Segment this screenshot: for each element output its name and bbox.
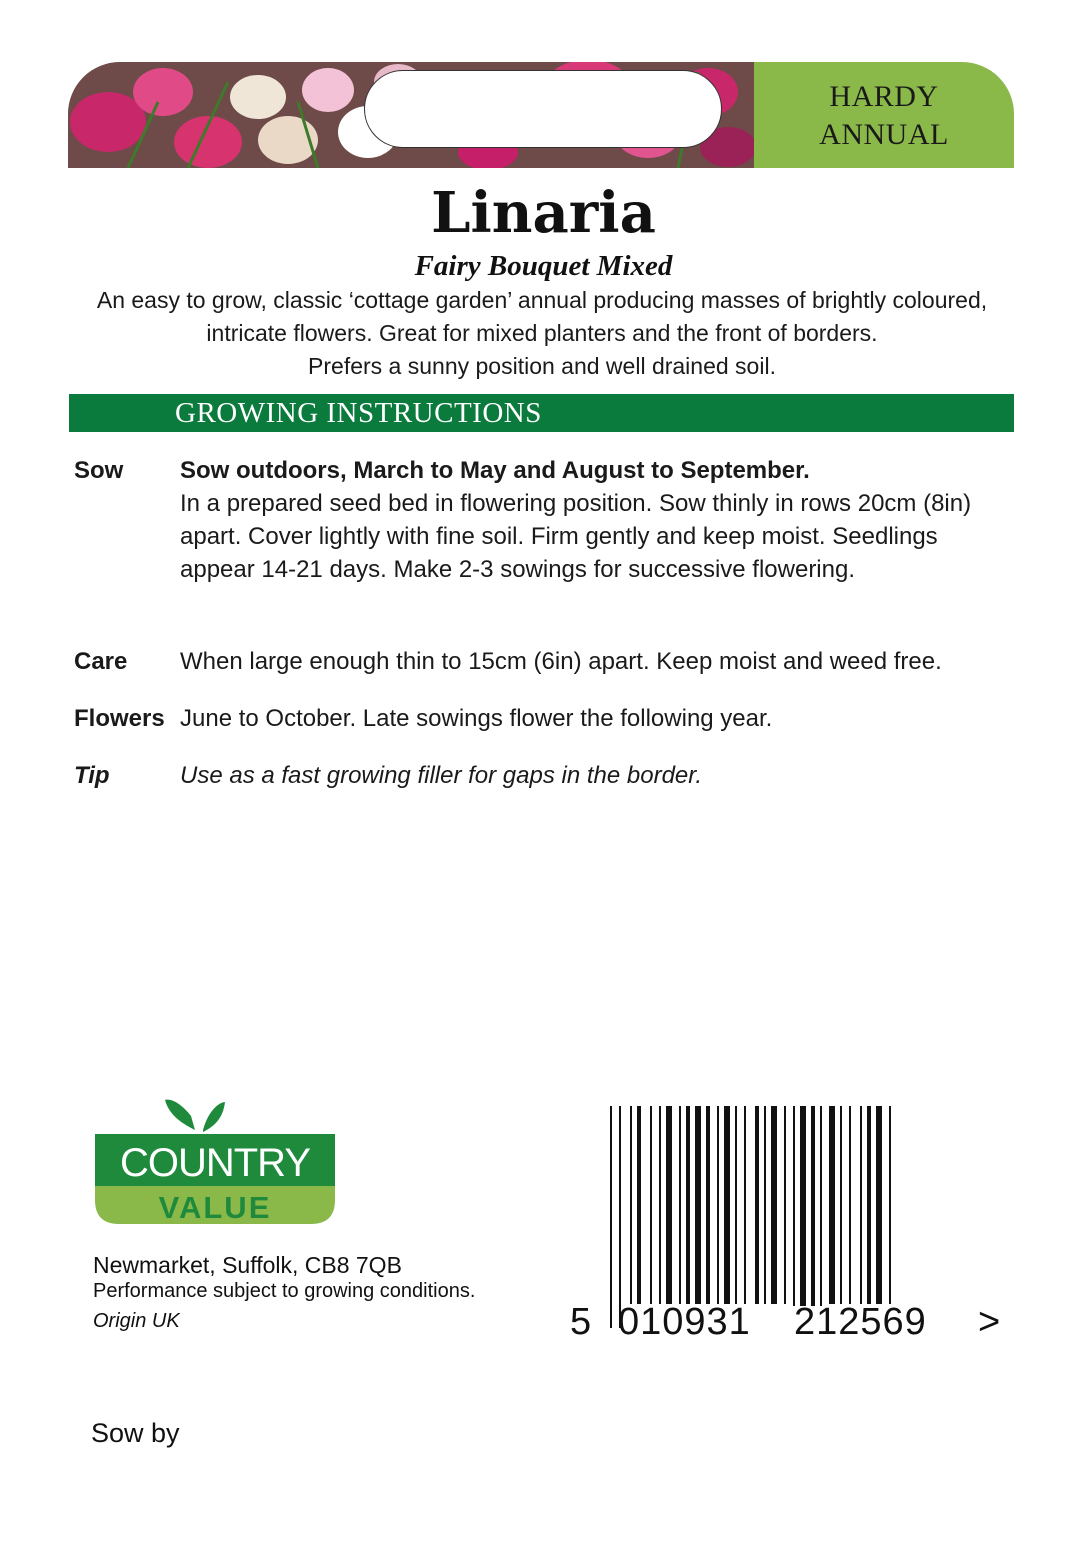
barcode-bar bbox=[793, 1106, 795, 1306]
sow-details: In a prepared seed bed in flowering position. Sow thinly in rows 20cm (8in) apart. Cover lightly with fine soil. Firm gently and keep moist. Seedlings appear 14-21 days. Make 2-3 sowings for successive flowering. bbox=[180, 490, 972, 583]
leaf-icon bbox=[203, 1102, 225, 1132]
barcode-bar bbox=[637, 1106, 641, 1306]
origin-note: Origin UK bbox=[93, 1310, 180, 1332]
description-line-1: An easy to grow, classic ‘cottage garden’ annual producing masses of brightly coloured, bbox=[96, 287, 988, 313]
instruction-text: June to October. Late sowings flower the following year. bbox=[180, 705, 773, 732]
instruction-sow bbox=[74, 454, 1004, 624]
barcode-first-digit: 5 bbox=[570, 1301, 592, 1342]
product-variety: Fairy Bouquet Mixed bbox=[414, 250, 673, 282]
barcode-bar bbox=[811, 1106, 815, 1306]
performance-note: Performance subject to growing conditions. bbox=[93, 1280, 476, 1302]
instruction-label: Flowers bbox=[74, 705, 165, 732]
barcode-bar bbox=[724, 1106, 730, 1306]
barcode-bar bbox=[686, 1106, 690, 1306]
leaf-icon bbox=[165, 1100, 195, 1130]
product-description bbox=[72, 284, 1012, 383]
barcode-bar bbox=[695, 1106, 701, 1306]
sow-headline: Sow outdoors, March to May and August to September. bbox=[180, 457, 810, 484]
barcode-bar bbox=[630, 1106, 632, 1306]
description-line-2: intricate flowers. Great for mixed planters and the front of borders. bbox=[206, 320, 878, 346]
barcode-bar bbox=[800, 1106, 806, 1306]
barcode-bar bbox=[666, 1106, 672, 1306]
instruction-text: When large enough thin to 15cm (6in) apart. Keep moist and weed free. bbox=[180, 648, 942, 675]
barcode-bar bbox=[849, 1106, 851, 1306]
barcode-bar bbox=[867, 1106, 871, 1306]
category-line-2: ANNUAL bbox=[819, 118, 949, 151]
product-name: Linaria bbox=[431, 180, 656, 246]
growing-instructions-bar bbox=[69, 394, 1014, 432]
barcode-bar bbox=[735, 1106, 737, 1306]
barcode-group-1: 010931 bbox=[618, 1301, 751, 1342]
barcode-bar bbox=[717, 1106, 719, 1306]
barcode-group-2: 212569 bbox=[794, 1301, 927, 1342]
barcode-bar bbox=[755, 1106, 759, 1328]
barcode-bars bbox=[610, 1106, 891, 1328]
barcode-bar bbox=[650, 1106, 652, 1306]
instruction-flowers bbox=[74, 702, 1004, 738]
barcode-bar bbox=[889, 1106, 891, 1328]
sow-by-label: Sow by bbox=[91, 1418, 180, 1448]
barcode bbox=[566, 1106, 1006, 1342]
instruction-care bbox=[74, 645, 1004, 681]
instruction-label: Sow bbox=[74, 457, 124, 484]
country-value-logo bbox=[95, 1094, 335, 1226]
barcode-bar bbox=[610, 1106, 612, 1328]
category-badge bbox=[754, 78, 1014, 154]
hanging-hole bbox=[364, 70, 722, 148]
instruction-label: Care bbox=[74, 648, 128, 675]
description-line-3: Prefers a sunny position and well drained soil. bbox=[308, 353, 776, 379]
barcode-bar bbox=[744, 1106, 746, 1306]
section-heading: GROWING INSTRUCTIONS bbox=[175, 397, 542, 429]
logo-word-value: VALUE bbox=[158, 1190, 272, 1225]
barcode-bar bbox=[679, 1106, 681, 1306]
instruction-label: Tip bbox=[74, 762, 110, 789]
barcode-bar bbox=[829, 1106, 835, 1306]
barcode-bar bbox=[659, 1106, 661, 1306]
barcode-bar bbox=[840, 1106, 842, 1306]
barcode-bar bbox=[820, 1106, 822, 1306]
barcode-bar bbox=[619, 1106, 621, 1328]
barcode-bar bbox=[784, 1106, 786, 1306]
barcode-bar bbox=[860, 1106, 862, 1306]
instruction-text: Use as a fast growing filler for gaps in the border. bbox=[180, 762, 703, 789]
barcode-quiet-mark: > bbox=[978, 1301, 1001, 1342]
barcode-bar bbox=[764, 1106, 766, 1306]
barcode-bar bbox=[876, 1106, 882, 1306]
category-line-1: HARDY bbox=[829, 80, 939, 113]
instruction-tip bbox=[74, 759, 1004, 795]
instruction-text bbox=[180, 454, 1000, 586]
barcode-bar bbox=[706, 1106, 710, 1306]
logo-word-country: COUNTRY bbox=[119, 1141, 311, 1185]
barcode-bar bbox=[771, 1106, 777, 1306]
company-address: Newmarket, Suffolk, CB8 7QB bbox=[93, 1252, 402, 1278]
